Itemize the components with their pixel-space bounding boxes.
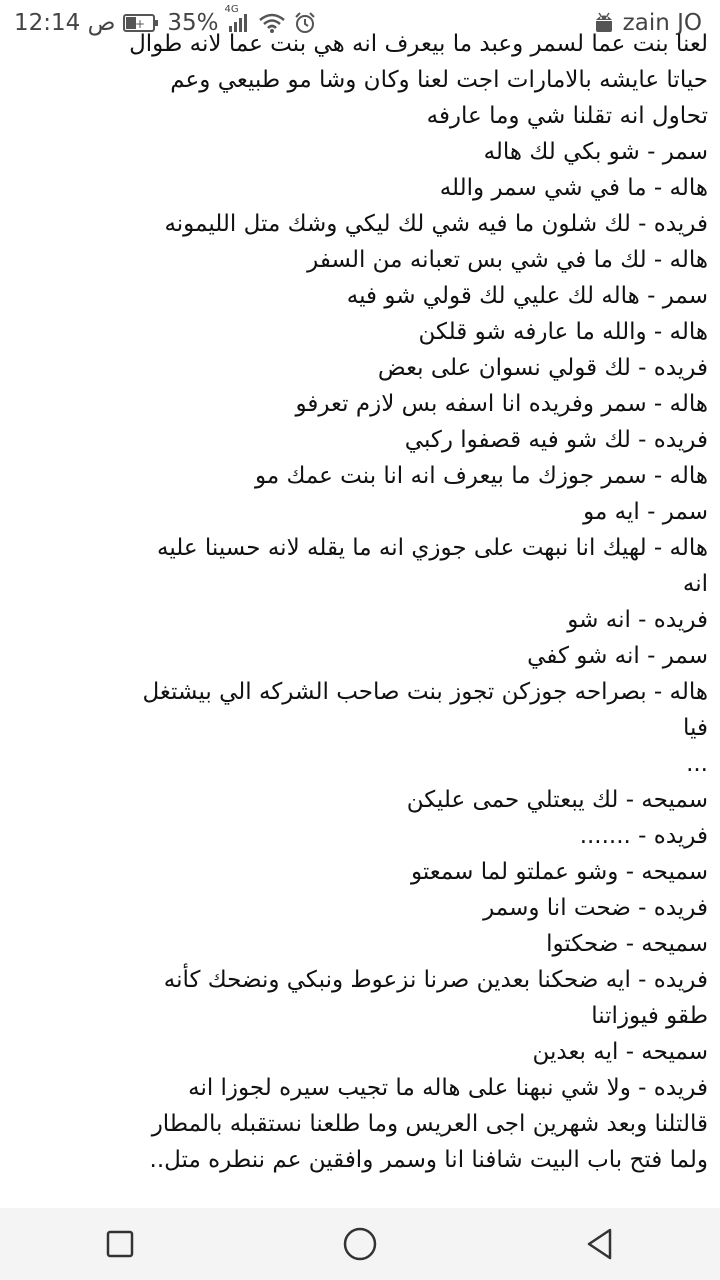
recent-apps-button[interactable] bbox=[50, 1208, 190, 1280]
svg-text:+: + bbox=[135, 17, 146, 31]
text-line: هاله - بصراحه جوزكن تجوز بنت صاحب الشركه الي بيشتغل bbox=[142, 679, 708, 705]
story-text bbox=[18, 28, 708, 1208]
triangle-back-icon bbox=[584, 1227, 616, 1261]
text-line: فريده - لك شو فيه قصفوا ركبي bbox=[404, 427, 708, 453]
text-line: هاله - ما في شي سمر والله bbox=[439, 175, 708, 201]
carrier-name: zain JO bbox=[622, 10, 702, 36]
text-line: فريده - ....... bbox=[579, 823, 708, 849]
text-line: قالتلنا وبعد شهرين اجى العريس وما طلعنا نستقبله بالمطار bbox=[151, 1111, 708, 1137]
text-line: هاله - لك ما في شي بس تعبانه من السفر bbox=[307, 247, 708, 273]
navigation-bar bbox=[0, 1208, 720, 1280]
text-line: تحاول انه تقلنا شي وما عارفه bbox=[426, 103, 708, 129]
text-line: انه bbox=[682, 571, 708, 597]
text-line: هاله - سمر جوزك ما بيعرف انه انا بنت عمك مو bbox=[254, 463, 708, 489]
text-line: هاله - والله ما عارفه شو قلكن bbox=[418, 319, 708, 345]
text-line: هاله - لهيك انا نبهت على جوزي انه ما يقله لانه حسينا عليه bbox=[156, 535, 708, 561]
home-button[interactable] bbox=[290, 1208, 430, 1280]
text-line: لعنا بنت عما لسمر وعبد ما بيعرف انه هي بنت عما لانه طوال bbox=[129, 31, 708, 57]
text-line: هاله - سمر وفريده انا اسفه بس لازم تعرفو bbox=[295, 391, 708, 417]
text-line: فريده - لك شلون ما فيه شي لك ليكي وشك متل الليمونه bbox=[164, 211, 708, 237]
text-line: سميحه - لك يبعتلي حمى عليكن bbox=[406, 787, 708, 813]
square-icon bbox=[105, 1229, 135, 1259]
text-line: سميحه - ايه بعدين bbox=[532, 1039, 708, 1065]
text-line: فريده - انه شو bbox=[567, 607, 708, 633]
text-line: فريده - ايه ضحكنا بعدين صرنا نزعوط ونبكي ونضحك كأنه bbox=[163, 967, 708, 993]
text-line: فريده - ولا شي نبهنا على هاله ما تجيب سيره لجوزا انه bbox=[188, 1075, 708, 1101]
circle-icon bbox=[342, 1226, 378, 1262]
text-line: سمر - شو بكي لك هاله bbox=[483, 139, 708, 165]
back-button[interactable] bbox=[530, 1208, 670, 1280]
text-line: سميحه - وشو عملتو لما سمعتو bbox=[410, 859, 708, 885]
text-line: سميحه - ضحكتوا bbox=[546, 931, 708, 957]
text-line: سمر - ايه مو bbox=[583, 499, 708, 525]
text-line: ولما فتح باب البيت شافنا انا وسمر وافقين عم ننطره متل.. bbox=[149, 1147, 708, 1173]
battery-percent: 35% bbox=[167, 10, 219, 36]
text-line: فريده - ضحت انا وسمر bbox=[483, 895, 708, 921]
text-line: سمر - هاله لك عليي لك قولي شو فيه bbox=[346, 283, 708, 309]
text-line: فريده - لك قولي نسوان على بعض bbox=[377, 355, 708, 381]
text-line: فيا bbox=[683, 715, 708, 741]
text-line: ... bbox=[686, 751, 708, 777]
network-type: 4G bbox=[224, 4, 239, 15]
text-line: حياتا عايشه بالامارات اجت لعنا وكان وشا مو طبيعي وعم bbox=[170, 67, 708, 93]
text-line: طقو فيوزاتنا bbox=[591, 1003, 708, 1029]
clock: 12:14 ص bbox=[14, 10, 116, 36]
text-line: سمر - انه شو كفي bbox=[527, 643, 708, 669]
